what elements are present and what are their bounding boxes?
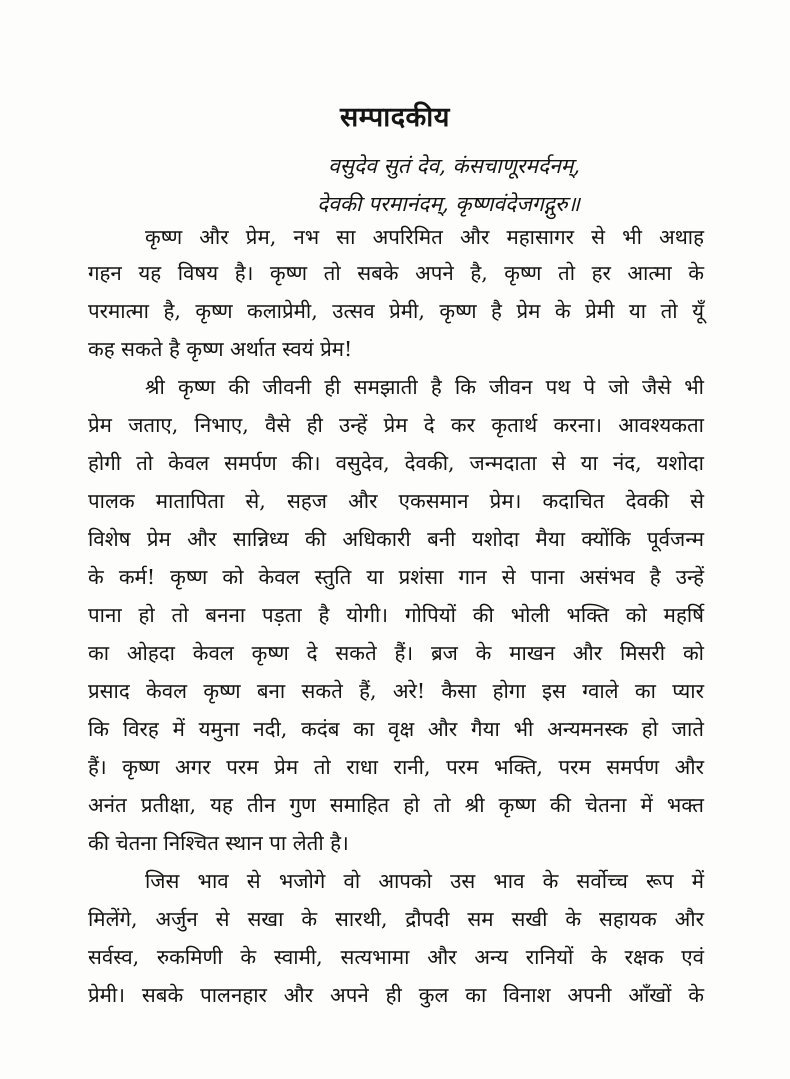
body-line: गहन यह विषय है। कृष्ण तो सबके अपने है, कृष्ण तो हर आत्मा के (88, 261, 704, 285)
body-line: प्रेम जताए, निभाए, वैसे ही उन्हें प्रेम दे कर कृतार्थ करना। आवश्यकता (88, 413, 704, 437)
body-line: प्रेमी। सबके पालनहार और अपने ही कुल का विनाश अपनी आँखों के (88, 983, 704, 1007)
body-line: पाना हो तो बनना पड़ता है योगी। गोपियों की भोली भक्ति को महर्षि (88, 603, 704, 627)
body-line: का ओहदा केवल कृष्ण दे सकते हैं। ब्रज के माखन और मिसरी को (88, 641, 704, 665)
body-line: प्रसाद केवल कृष्ण बना सकते हैं, अरे! कैसा होगा इस ग्वाले का प्यार (88, 679, 704, 703)
body-line: कि विरह में यमुना नदी, कदंब का वृक्ष और गैया भी अन्यमनस्क हो जाते (88, 717, 704, 741)
body-line: परमात्मा है, कृष्ण कलाप्रेमी, उत्सव प्रेमी, कृष्ण है प्रेम के प्रेमी या तो यूँ (88, 299, 704, 323)
body-line: अनंत प्रतीक्षा, यह तीन गुण समाहित हो तो श्री कृष्ण की चेतना में भक्त (88, 793, 704, 817)
body-line: पालक मातापिता से, सहज और एकसमान प्रेम। कदाचित देवकी से (88, 489, 704, 513)
body-line: विशेष प्रेम और सान्निध्य की अधिकारी बनी यशोदा मैया क्योंकि पूर्वजन्म (88, 527, 704, 551)
shloka-line-2: देवकी परमानंदम्, कृष्णवंदेजगद्गुरु॥ (317, 192, 580, 216)
shloka-line-1: वसुदेव सुतं देव, कंसचाणूरमर्दनम्, (328, 154, 580, 178)
page-title: सम्पादकीय (340, 102, 450, 133)
body-line: होगी तो केवल समर्पण की। वसुदेव, देवकी, जन्मदाता से या नंद, यशोदा (88, 451, 704, 475)
body-line: कह सकते है कृष्ण अर्थात स्वयं प्रेम! (88, 337, 353, 361)
body-line: जिस भाव से भजोगे वो आपको उस भाव के सर्वोच्च रूप में (145, 869, 704, 893)
body-line: हैं। कृष्ण अगर परम प्रेम तो राधा रानी, परम भक्ति, परम समर्पण और (88, 755, 704, 779)
body-line: श्री कृष्ण की जीवनी ही समझाती है कि जीवन पथ पे जो जैसे भी (145, 375, 704, 399)
body-line: की चेतना निश्चित स्थान पा लेती है। (88, 831, 349, 855)
body-line: कृष्ण और प्रेम, नभ सा अपरिमित और महासागर से भी अथाह (145, 225, 704, 249)
body-line: सर्वस्व, रुकमिणी के स्वामी, सत्यभामा और अन्य रानियों के रक्षक एवं (88, 945, 704, 969)
body-line: के कर्म! कृष्ण को केवल स्तुति या प्रशंसा गान से पाना असंभव है उन्हें (88, 565, 704, 589)
body-line: मिलेंगे, अर्जुन से सखा के सारथी, द्रौपदी सम सखी के सहायक और (88, 907, 704, 931)
